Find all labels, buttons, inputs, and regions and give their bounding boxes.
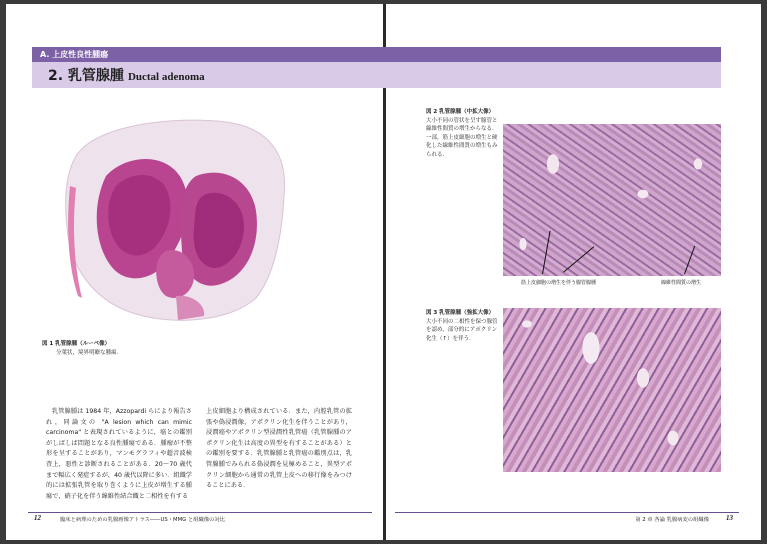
figure-3-caption [426, 309, 500, 343]
figure-2-caption [426, 108, 500, 159]
figure-1-caption [42, 340, 222, 357]
body-text-column-2: 上皮細胞より構成されている．また，内腔乳管の拡張や偽浸潤像，アポクリン化生を伴うことがあり，浸潤癌やアポクリン型浸潤性乳管癌（乳管腺腫のアポクリン化生は高度の異型を有することがある）との鑑別を要する．乳管腺腫と乳管癌の鑑別点は，乳管腺腫でみられる偽浸潤を見極めること，異型アポクリン細胞から通常の乳管上皮への移行像をみつけることにある． [206, 408, 352, 490]
figure-2-histology-image [503, 124, 721, 276]
figure-3-histology-image [503, 308, 721, 472]
figure-1-loupe-image [56, 116, 291, 331]
figure-2-label-left: 筋上皮細胞の増生を伴う腺管腺腫 [521, 280, 597, 286]
loupe-specimen-graphic [56, 116, 291, 331]
chapter-title-english: Ductal adenoma [127, 71, 205, 83]
right-page-number: 13 [726, 514, 733, 522]
section-header-bar [32, 47, 721, 62]
left-page-footer [28, 512, 372, 524]
figure-2-label-right: 線維性間質の増生 [661, 280, 702, 286]
figure-1-caption-text: 分葉状，境界明瞭な腫瘍． [56, 349, 123, 356]
left-footer-title: 臨床と病理のための乳腺画像アトラス――US・MMG と組織像の対比 [60, 517, 226, 523]
figure-3-caption-text: 大小不同の二相性を保つ腺管を認め，部分的にアポクリン化生（↑）を伴う． [426, 318, 498, 342]
section-header-label: A. 上皮性良性腫瘍 [40, 50, 109, 59]
chapter-title-japanese: 2. 乳管腺腫 [48, 68, 124, 84]
book-spread [6, 4, 761, 540]
chapter-title-bar [32, 62, 721, 88]
right-page-footer [395, 512, 739, 524]
figure-3-caption-title: 図 3 乳管腺腫（強拡大像） [426, 310, 495, 316]
left-page-number: 12 [34, 514, 41, 522]
figure-2-caption-text: 大小不同の管状を呈す腺管と線維性間質の増生からなる．一部，筋上皮細胞の増生と硬化した線維性間質の増生もみられる． [426, 117, 498, 158]
right-footer-title: 第 2 章 各論 乳腺病変の組織像 [635, 517, 709, 523]
figure-2-caption-title: 図 2 乳管腺腫（中拡大像） [426, 109, 495, 115]
body-text-column-1: 乳管腺腫は 1984 年，Azzopardi らにより報告され，同論文の "A lesion which can mimic carcinoma" と表現されているように，癌との鑑別がしばしば問題となる良性腫瘍である．腫瘤が不整形を呈することがあり，マンモグラフィや超音波検査上，悪性と診断されることがある．20～70 歳代まで幅広く発症するが，40 歳代以降に多い．組織学的には拡張乳管を取り巻くように上皮が増生する腫瘍で，硝子化を伴う線維性結合織と二相性を有する [46, 408, 192, 500]
figure-1-caption-title: 図 1 乳管腺腫（ルーペ像） [42, 341, 111, 347]
